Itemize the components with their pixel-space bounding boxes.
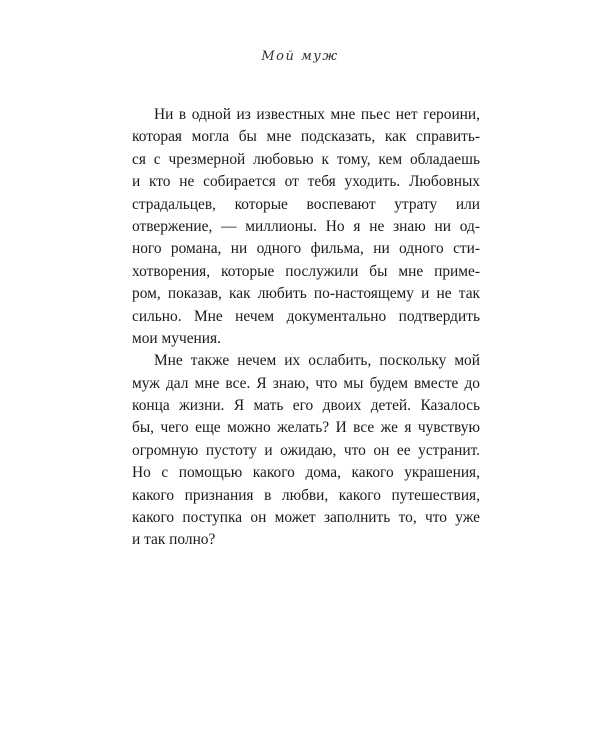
running-head: Мой муж bbox=[261, 49, 339, 64]
text-line: страдальцев, которые воспевают утрату или bbox=[132, 195, 480, 213]
text-line: огромную пустоту и ожидаю, что он ее устранит. bbox=[132, 441, 480, 459]
text-line: ся с чрезмерной любовью к тому, кем обладаешь bbox=[132, 150, 480, 168]
text-line: бы, чего еще можно желать? И все же я чувствую bbox=[132, 419, 480, 437]
text-line: сильно. Мне нечем документально подтвердить bbox=[132, 307, 480, 325]
text-line: и так полно? bbox=[132, 531, 216, 549]
text-line: Но с помощью какого дома, какого украшения, bbox=[132, 464, 480, 482]
paragraph-2 bbox=[132, 350, 480, 552]
text-line: которая могла бы мне подсказать, как справить- bbox=[132, 128, 480, 146]
text-line: Мне также нечем их ослабить, поскольку мой bbox=[154, 352, 480, 370]
text-line: конца жизни. Я мать его двоих детей. Казалось bbox=[132, 397, 480, 415]
text-line: хотворения, которые послужили бы мне приме- bbox=[132, 262, 480, 280]
text-line: какого признания в любви, какого путешествия, bbox=[132, 486, 480, 504]
text-line: ного романа, ни одного фильма, ни одного сти- bbox=[132, 240, 480, 258]
text-line: какого поступка он может заполнить то, что уже bbox=[132, 509, 480, 527]
text-line: отвержение, — миллионы. Но я не знаю ни од- bbox=[132, 217, 480, 235]
text-line: ром, показав, как любить по-настоящему и не так bbox=[132, 285, 480, 303]
text-line: и кто не собирается от тебя уходить. Любовных bbox=[132, 173, 480, 191]
text-line: Ни в одной из известных мне пьес нет героини, bbox=[154, 106, 480, 123]
body-text bbox=[132, 104, 480, 552]
text-line: муж дал мне все. Я знаю, что мы будем вместе до bbox=[132, 374, 480, 392]
paragraph-1 bbox=[132, 104, 480, 350]
text-line: мои мучения. bbox=[132, 329, 221, 347]
